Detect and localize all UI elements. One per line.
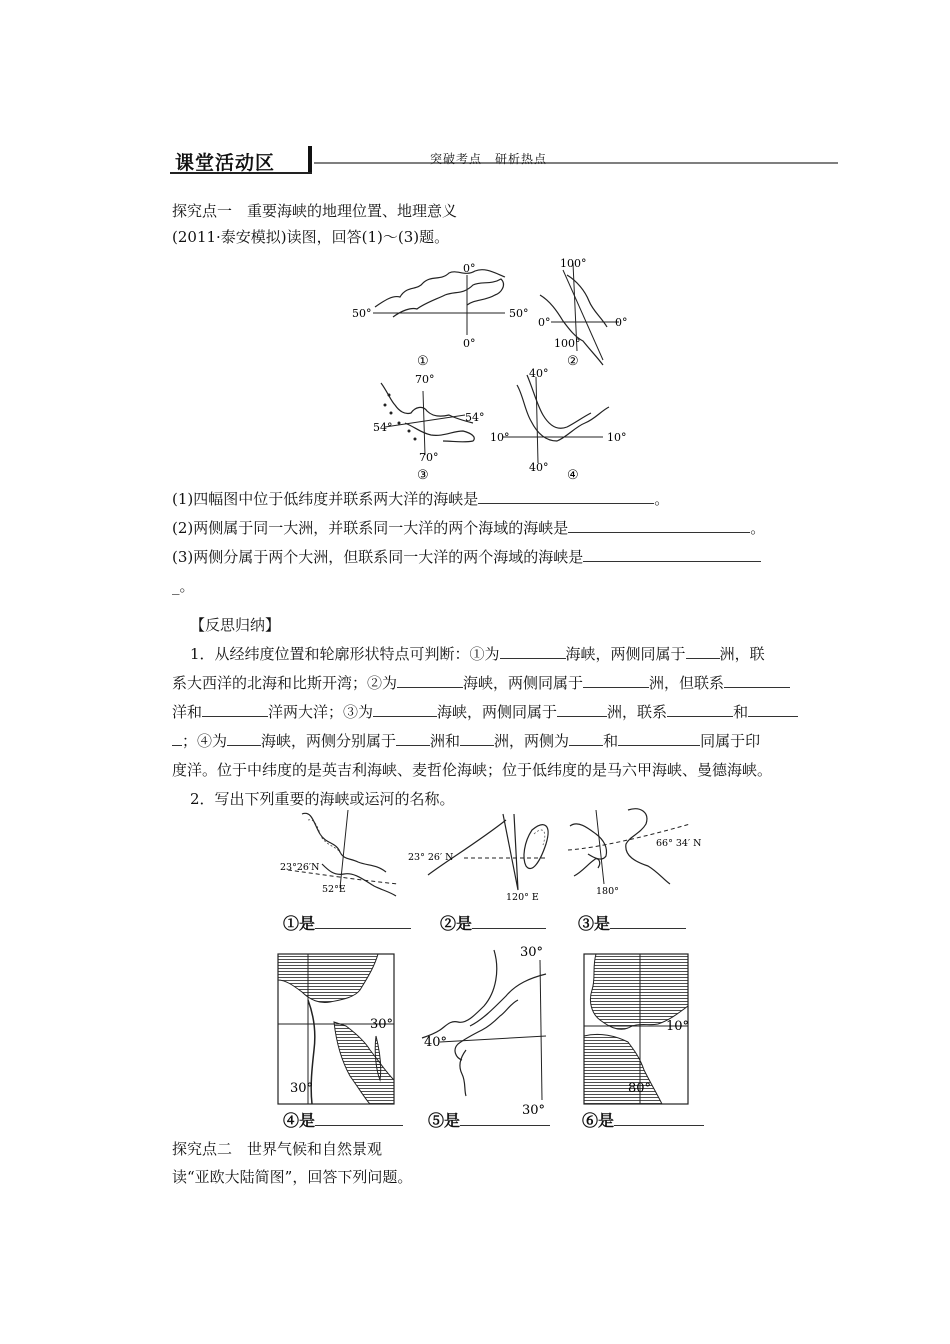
mid-map-1	[280, 810, 398, 896]
blank-r2-a[interactable]	[397, 672, 463, 688]
bottom-map-5	[422, 945, 546, 1118]
m3-lon-bottom: 70°	[419, 451, 439, 464]
blank-r2-c[interactable]	[724, 672, 790, 688]
answer-blank-q3[interactable]	[583, 546, 761, 562]
blank-r3-d[interactable]	[667, 701, 733, 717]
mid3-lat: 66° 34′ N	[656, 838, 702, 849]
mid-map-2	[408, 814, 548, 903]
b5-lat: 40°	[424, 1035, 448, 1050]
reflect-line-1: 1．从经纬度位置和轮廓形状特点可判断：①为 海峡，两侧同属于 洲，联	[190, 645, 765, 663]
reflect-item-2: 2．写出下列重要的海峡或运河的名称。	[190, 790, 455, 808]
figure-strait-maps-mid	[278, 800, 708, 910]
m3-number: ③	[417, 468, 429, 483]
section1-intro: (2011·泰安模拟)读图，回答(1)～(3)题。	[172, 228, 450, 246]
reflect-line-2: 系大西洋的北海和比斯开湾；②为 海峡，两侧同属于 洲，但联系	[172, 672, 790, 694]
bottom-blank-4[interactable]	[315, 1110, 403, 1126]
question-3-tail: _。	[172, 577, 195, 595]
blank-r1-b[interactable]	[686, 643, 720, 659]
question-2: (2)两侧属于同一大洲，并联系同一大洋的两个海域的海峡是 。	[172, 519, 766, 537]
blank-r4-f[interactable]	[618, 730, 700, 746]
reflect-line-3: 洋和 洋两大洋；③为 海峡，两侧同属于 洲，联系 和	[172, 701, 798, 723]
bottom-caption-6: ⑥是	[582, 1108, 704, 1131]
b5-lon-bottom: 30°	[522, 1103, 546, 1118]
m1-lon-top: 0°	[463, 262, 476, 275]
map-1	[352, 262, 529, 369]
m1-lon-bottom: 0°	[463, 337, 476, 350]
mid2-lon: 120° E	[506, 892, 539, 903]
answer-blank-q1[interactable]	[478, 488, 654, 504]
reflect-title: 【反思归纳】	[190, 616, 281, 634]
blank-r3-e[interactable]	[748, 701, 798, 717]
bottom-blank-6[interactable]	[614, 1110, 704, 1126]
mid1-lat: 23°26′N	[280, 862, 320, 873]
header-subtitle: 突破考点 研析热点	[430, 152, 548, 166]
mid3-lon: 180°	[596, 886, 619, 897]
mid-blank-3[interactable]	[610, 913, 686, 929]
bottom-blank-5[interactable]	[460, 1110, 550, 1126]
bottom-caption-5: ⑤是	[428, 1108, 550, 1131]
b4-lon: 30°	[290, 1081, 314, 1096]
reflect-line-4: ；④为 海峡，两侧分别属于 洲和 洲，两侧为 和 同属于印	[172, 730, 760, 752]
m1-lat-right: 50°	[509, 307, 529, 320]
mid-caption-2: ②是	[440, 911, 546, 934]
mid1-lon: 52°E	[322, 884, 346, 895]
reflect-line-5: 度洋。位于中纬度的是英吉利海峡、麦哲伦海峡；位于低纬度的是马六甲海峡、曼德海峡。	[172, 761, 773, 779]
b4-lat: 30°	[370, 1017, 394, 1032]
question-1: (1)四幅图中位于低纬度并联系两大洋的海峡是 。	[172, 490, 670, 508]
blank-r4-e[interactable]	[569, 730, 603, 746]
m4-number: ④	[567, 468, 579, 483]
header-title: 课堂活动区	[175, 152, 276, 174]
figure-strait-maps-bottom	[270, 940, 700, 1120]
answer-blank-q2[interactable]	[568, 517, 750, 533]
section1-heading: 探究点一 重要海峡的地理位置、地理意义	[172, 202, 458, 220]
map-3	[373, 373, 485, 483]
m2-lat-right: 0°	[615, 316, 628, 329]
m2-lon-top: 100°	[560, 257, 587, 270]
blank-r4-c[interactable]	[396, 730, 430, 746]
mid-map-3	[568, 809, 701, 897]
b5-lon-top: 30°	[520, 945, 544, 960]
blank-r4-a[interactable]	[172, 730, 182, 746]
m1-number: ①	[417, 354, 429, 369]
m3-lat-right: 54°	[465, 411, 485, 424]
map-4	[490, 367, 627, 483]
m1-lat-left: 50°	[352, 307, 372, 320]
bottom-map-6	[584, 954, 689, 1104]
mid-caption-1: ①是	[283, 911, 411, 934]
section2-heading: 探究点二 世界气候和自然景观	[172, 1140, 383, 1158]
b6-lon: 80°	[628, 1081, 652, 1096]
blank-r1-a[interactable]	[500, 643, 566, 659]
blank-r3-c[interactable]	[557, 701, 607, 717]
figure-strait-maps-top	[345, 255, 645, 485]
map-2	[538, 257, 628, 369]
m3-lat-left: 54°	[373, 421, 393, 434]
m2-lat-left: 0°	[538, 316, 551, 329]
m4-lon-bottom: 40°	[529, 461, 549, 474]
mid2-lat: 23° 26′ N	[408, 852, 454, 863]
question-3: (3)两侧分属于两个大洲，但联系同一大洋的两个海域的海峡是	[172, 546, 761, 568]
section2-intro: 读“亚欧大陆简图”，回答下列问题。	[172, 1168, 413, 1186]
m4-lat-left: 10°	[490, 431, 510, 444]
mid-blank-2[interactable]	[472, 913, 546, 929]
blank-r2-b[interactable]	[583, 672, 649, 688]
blank-r4-b[interactable]	[227, 730, 261, 746]
m4-lat-right: 10°	[607, 431, 627, 444]
b6-lat: 10°	[666, 1019, 690, 1034]
m2-number: ②	[567, 354, 579, 369]
m3-lon-top: 70°	[415, 373, 435, 386]
m2-lon-bottom: 100°	[554, 337, 581, 350]
blank-r3-a[interactable]	[202, 701, 268, 717]
blank-r3-b[interactable]	[373, 701, 437, 717]
bottom-map-4	[278, 954, 394, 1104]
m4-lon-top: 40°	[529, 367, 549, 380]
mid-caption-3: ③是	[578, 911, 686, 934]
bottom-caption-4: ④是	[283, 1108, 403, 1131]
blank-r4-d[interactable]	[460, 730, 494, 746]
mid-blank-1[interactable]	[315, 913, 411, 929]
